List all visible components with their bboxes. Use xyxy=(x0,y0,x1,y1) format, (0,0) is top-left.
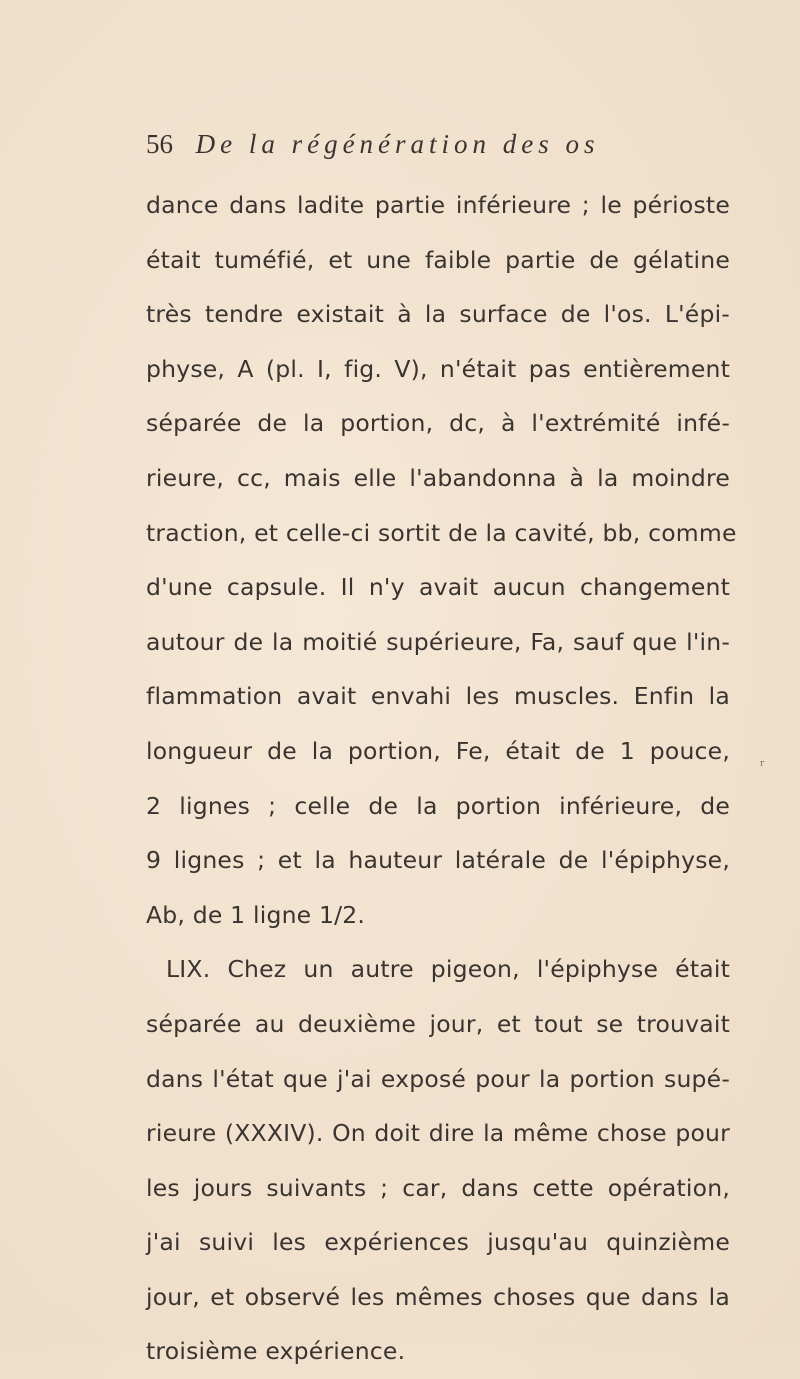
text-line: rieure, cc, mais elle l'abandonna à la moindre xyxy=(146,463,730,492)
text-line: Ab, de 1 ligne 1/2. xyxy=(146,900,366,929)
text-line: jour, et observé les mêmes choses que dans la xyxy=(146,1282,730,1311)
text-line: dance dans ladite partie inférieure ; le périoste xyxy=(146,191,730,219)
body-text xyxy=(146,178,737,1379)
text-line: très tendre existait à la surface de l'os. L'épi- xyxy=(146,300,730,329)
page-number: 56 xyxy=(146,129,173,159)
text-line: troisième expérience. xyxy=(146,1337,406,1366)
text-line: était tuméfié, et une faible partie de gélatine xyxy=(146,245,730,274)
margin-mark: ʳ xyxy=(760,758,765,774)
running-head xyxy=(146,122,666,166)
text-line: rieure (XXXIV). On doit dire la même chose pour xyxy=(146,1119,730,1148)
text-line: 2 lignes ; celle de la portion inférieure, de xyxy=(146,791,730,820)
text-line: j'ai suivi les expériences jusqu'au quinzième xyxy=(146,1228,730,1257)
text-line: les jours suivants ; car, dans cette opération, xyxy=(146,1173,730,1202)
text-line: dans l'état que j'ai exposé pour la portion supé- xyxy=(146,1064,730,1093)
text-line: d'une capsule. Il n'y avait aucun changement xyxy=(146,573,730,602)
text-line: physe, A (pl. I, fig. V), n'était pas entièrement xyxy=(146,354,730,383)
text-line: séparée de la portion, dc, à l'extrémité infé- xyxy=(146,409,730,438)
text-line: 9 lignes ; et la hauteur latérale de l'épiphyse, xyxy=(146,846,730,875)
text-line: LIX. Chez un autre pigeon, l'épiphyse était xyxy=(166,955,730,984)
text-line: flammation avait envahi les muscles. Enfin la xyxy=(146,682,730,711)
text-line: traction, et celle-ci sortit de la cavité, bb, comme xyxy=(146,518,737,547)
running-title: De la régénération des os xyxy=(195,129,600,159)
text-line: longueur de la portion, Fe, était de 1 pouce, xyxy=(146,736,730,765)
text-line: séparée au deuxième jour, et tout se trouvait xyxy=(146,1009,730,1038)
text-line: autour de la moitié supérieure, Fa, sauf que l'in- xyxy=(146,627,730,656)
